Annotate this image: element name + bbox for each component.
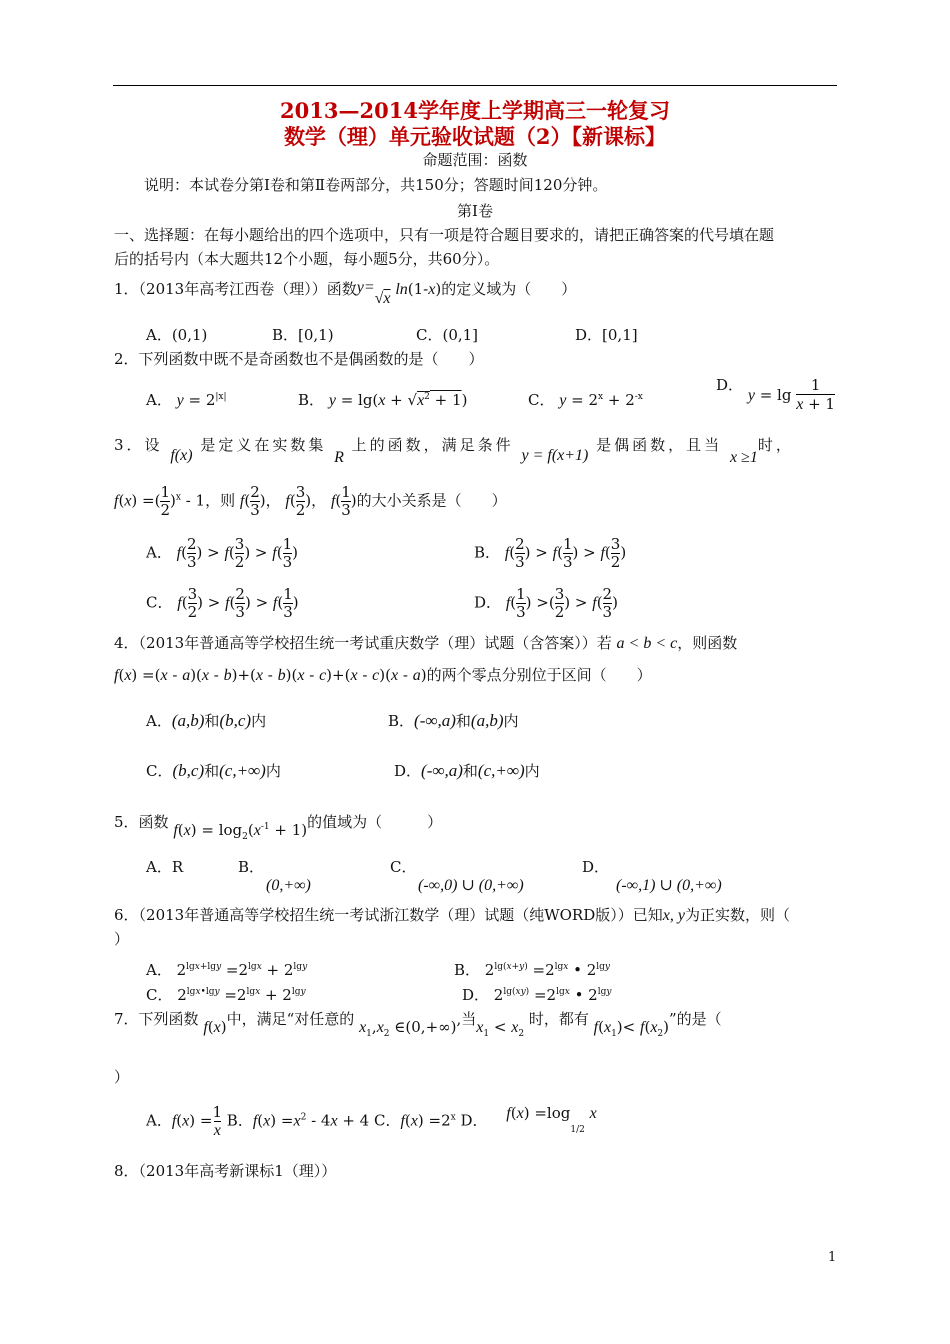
section-instructions-line2: 后的括号内（本大题共12个小题，每小题5分，共60分）。	[114, 250, 500, 268]
q6-option-b: B． $2^{lg(x+y)} =2^{lgx}$ • $2^{lgy}$	[454, 961, 611, 979]
top-rule	[113, 85, 837, 86]
q4-option-a: A．(a,b)和(b,c)内	[146, 711, 267, 730]
q8-stem: 8．（2013年高考新课标1（理））	[114, 1162, 337, 1180]
q2-option-a: A． $y = 2^{|x|}$	[146, 391, 227, 409]
page-title-line2: 数学（理）单元验收试题（2）【新课标】	[283, 124, 667, 149]
q3-option-a: A． f(2 3) > f(3 2) > f(1 3)	[146, 535, 298, 571]
q4-option-c: C．(b,c)和(c,+∞)内	[146, 761, 281, 780]
exam-scope: 命题范围：函数	[422, 151, 528, 169]
q4-option-b: B．(-∞,a)和(a,b)内	[388, 711, 519, 730]
q3-option-b: B． f(2 3) > f(1 3) > f(3 2)	[474, 535, 627, 571]
q3-option-c: C． f(3 2) > f(2 3) > f(1 3)	[146, 585, 299, 621]
q1-option-a: A．(0,1)	[146, 326, 208, 344]
q7-stem: 7．下列函数 f(x)中，满足“对任意的 $x_1,x_2$ ∈(0,+∞),当$x_1 < x_2$ 时，都有 $f(x_1)< f(x_2)$”的是（	[114, 1010, 722, 1039]
exam-note: 说明：本试卷分第Ⅰ卷和第Ⅱ卷两部分，共150分；答题时间120分钟。	[144, 176, 608, 194]
q6-option-c: C． $2^{lgx•lgy} =2^{lgx} + 2^{lgy}$	[146, 986, 306, 1004]
q2-stem: 2．下列函数中既不是奇函数也不是偶函数的是（ ）	[114, 350, 484, 368]
q3-stem: 3．设 f(x) 是定义在实数集 R 上的函数，满足条件 y = f(x+1) 是偶函数，且当 x ≥1时，	[114, 436, 794, 466]
q6-option-a: A． $2^{lgx+lgy} =2^{lgx} + 2^{lgy}$	[146, 961, 308, 979]
q5-option-a: A．R	[146, 858, 184, 876]
q1-option-d: D．[0,1]	[575, 326, 638, 344]
q4-option-d: D．(-∞,a)和(c,+∞)内	[394, 761, 540, 780]
q5-option-c: C． (-∞,0) ∪ (0,+∞)	[390, 858, 524, 894]
q5-option-d: D． (-∞,1) ∪ (0,+∞)	[582, 858, 722, 894]
q6-stem: 6．（2013年普通高等学校招生统一考试浙江数学（理）试题（纯WORD版））已知x, y为正实数，则（	[114, 906, 790, 924]
q6-stem-end: ）	[114, 930, 130, 948]
q2-option-d: D． y = lg 1 x + 1	[716, 376, 835, 413]
q1-option-b: B．[0,1)	[272, 326, 334, 344]
page-title-line1: 2013—2014学年度上学期高三一轮复习	[280, 98, 670, 123]
q7-options: A．f(x) =1 x B．$f(x) =x^2 - 4x + 4$ C．$f(x) =2^x$ D． $f(x) =\log_{1/2}$ x	[146, 1103, 597, 1139]
q3-option-d: D． f(1 3) >(3 2) > f(2 3)	[474, 585, 618, 621]
q4-function: f(x) =(x - a)(x - b)+(x - b)(x - c)+(x - c)(x - a)的两个零点分别位于区间（ ）	[114, 666, 652, 684]
q5-option-b: B． (0,+∞)	[238, 858, 311, 894]
q6-option-d: D． $2^{lg(xy)} =2^{lgx}$ • $2^{lgy}$	[462, 986, 612, 1004]
q1-option-c: C．(0,1]	[416, 326, 479, 344]
q2-option-b: B． $y = \lg(x + √x^2 + 1)$	[298, 391, 468, 409]
part-heading: 第Ⅰ卷	[457, 202, 493, 220]
q7-stem-end: ）	[114, 1068, 130, 1086]
q1-stem: 1．（2013年高考江西卷（理））函数y=√x ln(1-x)的定义域为（ ）	[114, 279, 577, 307]
q3-line2: f(x) =(1 2)$^x$ - 1，则 f(2 3)， f(3 2)， f(1 3)的大小关系是（ ）	[114, 483, 507, 519]
page-number: 1	[828, 1250, 837, 1265]
q2-option-c: C． $y = 2^x + 2^{-x}$	[528, 391, 643, 409]
q4-stem: 4．（2013年普通高等学校招生统一考试重庆数学（理）试题（含答案））若 a < b < c，则函数	[114, 634, 738, 652]
q5-stem: 5．函数 $f(x) = \log_2(x^{-1} + 1)$的值域为（ ）	[114, 813, 443, 842]
section-instructions-line1: 一、选择题：在每小题给出的四个选项中，只有一项是符合题目要求的，请把正确答案的代号填在题	[114, 226, 775, 244]
